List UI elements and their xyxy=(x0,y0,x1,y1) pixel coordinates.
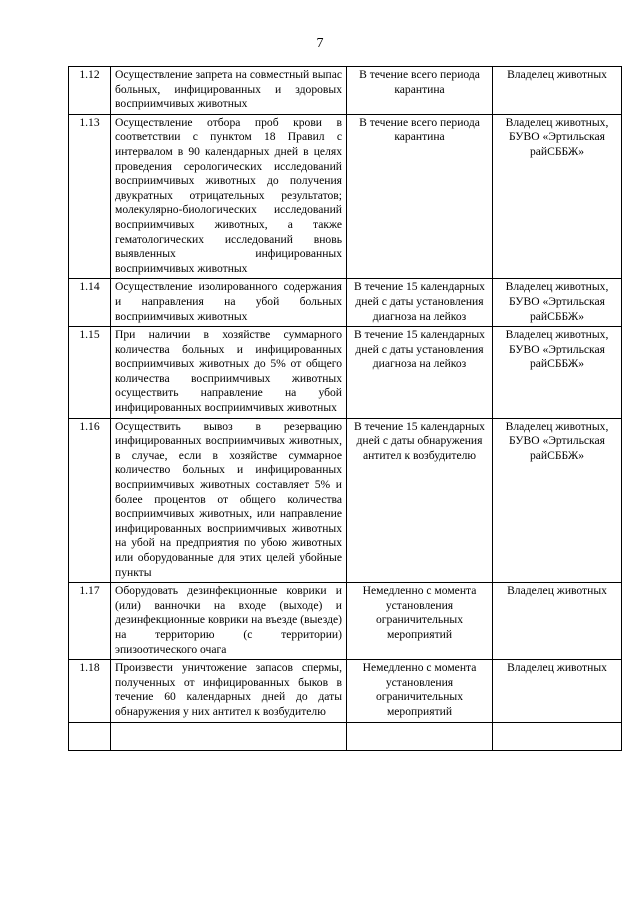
table-row xyxy=(69,114,622,279)
empty-cell xyxy=(493,722,622,750)
action-cell: Осуществление отбора проб крови в соответствии с пунктом 18 Правил с интервалом в 90 календарных дней в целях проведения серологических исследований восприимчивых животных до получения двукратных отрицательных результатов; молекулярно-биологических исследований восприимчивых животных, а также гематологических исследований вновь выявленных инфицированных восприимчивых животных xyxy=(111,114,347,279)
table-empty-tail-row xyxy=(69,722,622,750)
action-cell: Произвести уничтожение запасов спермы, полученных от инфицированных быков в течение 60 календарных дней до даты обнаружения у них антител к возбудителю xyxy=(111,660,347,722)
responsible-cell: Владелец животных, БУВО «Эртильская райСББЖ» xyxy=(493,114,622,279)
responsible-cell: Владелец животных, БУВО «Эртильская райСББЖ» xyxy=(493,418,622,583)
term-cell: В течение 15 календарных дней с даты установления диагноза на лейкоз xyxy=(347,279,493,327)
table-row xyxy=(69,660,622,722)
table-row xyxy=(69,418,622,583)
term-cell: В течение всего периода карантина xyxy=(347,67,493,115)
table-row xyxy=(69,327,622,419)
empty-cell xyxy=(347,722,493,750)
responsible-cell: Владелец животных xyxy=(493,583,622,660)
term-cell: В течение всего периода карантина xyxy=(347,114,493,279)
row-number-cell: 1.14 xyxy=(69,279,111,327)
action-cell: Осуществление изолированного содержания и направления на убой больных восприимчивых животных xyxy=(111,279,347,327)
measures-table xyxy=(68,66,622,751)
responsible-cell: Владелец животных xyxy=(493,660,622,722)
action-cell: Осуществление запрета на совместный выпас больных, инфицированных и здоровых восприимчивых животных xyxy=(111,67,347,115)
row-number-cell: 1.12 xyxy=(69,67,111,115)
action-cell: При наличии в хозяйстве суммарного количества больных и инфицированных восприимчивых животных до 5% от общего количества восприимчивых животных осуществить направление на убой инфицированных восприимчивых животных xyxy=(111,327,347,419)
row-number-cell: 1.18 xyxy=(69,660,111,722)
row-number-cell: 1.17 xyxy=(69,583,111,660)
term-cell: В течение 15 календарных дней с даты обнаружения антител к возбудителю xyxy=(347,418,493,583)
responsible-cell: Владелец животных xyxy=(493,67,622,115)
table-row xyxy=(69,67,622,115)
term-cell: В течение 15 календарных дней с даты установления диагноза на лейкоз xyxy=(347,327,493,419)
row-number-cell: 1.15 xyxy=(69,327,111,419)
term-cell: Немедленно с момента установления ограничительных мероприятий xyxy=(347,583,493,660)
measures-table-body xyxy=(69,67,622,751)
responsible-cell: Владелец животных, БУВО «Эртильская райСББЖ» xyxy=(493,279,622,327)
row-number-cell: 1.16 xyxy=(69,418,111,583)
action-cell: Осуществить вывоз в резервацию инфицированных восприимчивых животных, в случае, если в хозяйстве суммарное количество больных и инфицированных восприимчивых животных составляет 5% и более процентов от общего количества восприимчивых животных, или направление инфицированных восприимчивых животных на убой на предприятия по убою животных или оборудованные для этих целей убойные пункты xyxy=(111,418,347,583)
empty-cell xyxy=(111,722,347,750)
responsible-cell: Владелец животных, БУВО «Эртильская райСББЖ» xyxy=(493,327,622,419)
term-cell: Немедленно с момента установления ограничительных мероприятий xyxy=(347,660,493,722)
row-number-cell: 1.13 xyxy=(69,114,111,279)
action-cell: Оборудовать дезинфекционные коврики и (или) ванночки на входе (выходе) и дезинфекционные коврики на въезде (выезде) на территорию (с территории) эпизоотического очага xyxy=(111,583,347,660)
table-row xyxy=(69,583,622,660)
table-row xyxy=(69,279,622,327)
page-number: 7 xyxy=(316,36,324,51)
empty-cell xyxy=(69,722,111,750)
